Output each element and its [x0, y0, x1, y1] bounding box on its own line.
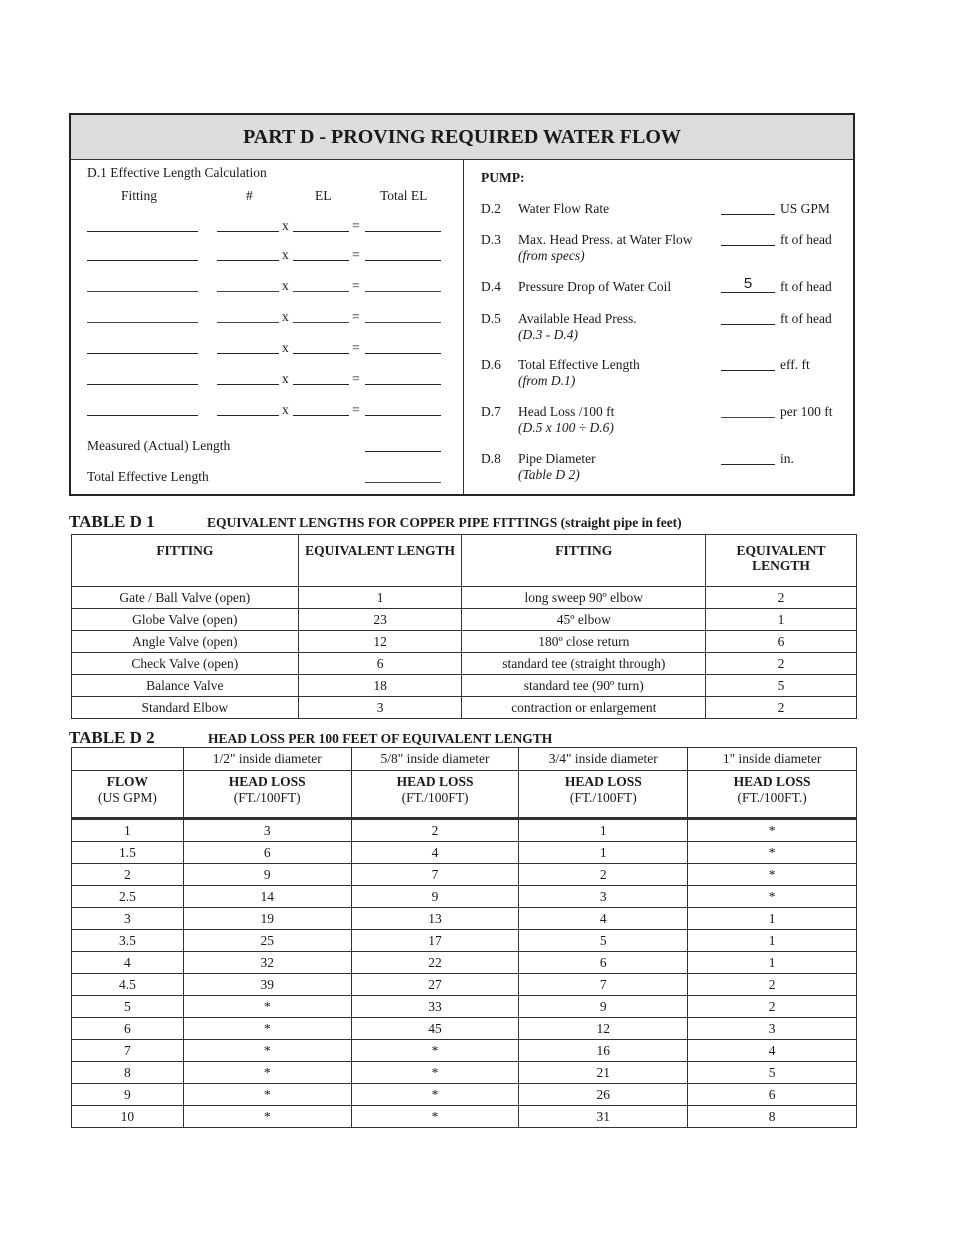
table-row — [72, 952, 857, 974]
table-cell: 16 — [519, 1040, 688, 1062]
total-effective-length-field[interactable] — [365, 482, 441, 483]
flow-header-cell — [72, 771, 184, 819]
diameter-header: 1/2" inside diameter — [183, 748, 351, 771]
headloss-header: HEAD LOSS — [228, 774, 306, 789]
headloss-unit: (FT./100FT) — [401, 790, 469, 805]
table-cell: 2 — [706, 653, 857, 675]
table-cell: 25 — [183, 930, 351, 952]
item-code: D.6 — [481, 357, 501, 372]
table-cell: 9 — [183, 864, 351, 886]
table-d2-title: TABLE D 2 — [69, 728, 155, 747]
total-el-field[interactable] — [365, 353, 441, 354]
fitting-field[interactable] — [87, 322, 198, 323]
table-cell: 2 — [519, 864, 688, 886]
item-code: D.2 — [481, 201, 501, 216]
table-cell: 1 — [706, 609, 857, 631]
table-cell: 6 — [183, 842, 351, 864]
table-cell: 5 — [688, 1062, 857, 1084]
table-cell: 12 — [298, 631, 462, 653]
item-note: (from D.1) — [518, 373, 576, 388]
item-note: (from specs) — [518, 248, 585, 263]
equals-sign: = — [352, 402, 360, 417]
total-el-field[interactable] — [365, 260, 441, 261]
total-el-field[interactable] — [365, 291, 441, 292]
table-cell: 27 — [351, 974, 519, 996]
table-cell: Globe Valve (open) — [72, 609, 299, 631]
table-cell: 10 — [72, 1106, 184, 1128]
table-header-row — [72, 771, 857, 819]
table-cell: 180º close return — [462, 631, 706, 653]
table-cell: 4.5 — [72, 974, 184, 996]
table-cell: 1 — [688, 908, 857, 930]
table-row — [72, 1106, 857, 1128]
column-header: FITTING — [462, 535, 706, 587]
table-d1-subtitle: EQUIVALENT LENGTHS FOR COPPER PIPE FITTINGS (straight pipe in feet) — [207, 515, 682, 530]
table-cell: 31 — [519, 1106, 688, 1128]
part-d-form — [69, 113, 855, 496]
item-note: (D.5 x 100 ÷ D.6) — [518, 420, 614, 435]
table-row — [72, 886, 857, 908]
table-cell: * — [183, 1062, 351, 1084]
item-value-line — [721, 214, 775, 215]
table-row — [72, 864, 857, 886]
item-value-line — [721, 324, 775, 325]
headloss-header: HEAD LOSS — [733, 774, 811, 789]
count-field[interactable] — [217, 384, 279, 385]
table-cell: 33 — [351, 996, 519, 1018]
table-cell: 2 — [688, 996, 857, 1018]
table-row — [72, 908, 857, 930]
table-cell: 13 — [351, 908, 519, 930]
table-cell: 5 — [72, 996, 184, 1018]
table-cell: 3 — [183, 819, 351, 842]
table-cell: Balance Valve — [72, 675, 299, 697]
item-note: (D.3 - D.4) — [518, 327, 578, 342]
el-field[interactable] — [293, 291, 349, 292]
table-row — [72, 587, 857, 609]
table-cell: * — [183, 1018, 351, 1040]
table-cell: * — [688, 886, 857, 908]
equals-sign: = — [352, 218, 360, 233]
count-field[interactable] — [217, 291, 279, 292]
item-note: (Table D 2) — [518, 467, 580, 482]
total-el-field[interactable] — [365, 384, 441, 385]
el-field[interactable] — [293, 415, 349, 416]
table-d1-title: TABLE D 1 — [69, 512, 155, 531]
table-cell: 2.5 — [72, 886, 184, 908]
table-cell: * — [183, 1040, 351, 1062]
table-cell: * — [688, 819, 857, 842]
table-cell: standard tee (90º turn) — [462, 675, 706, 697]
table-cell: 5 — [706, 675, 857, 697]
item-unit: ft of head — [780, 232, 832, 247]
table-cell: 6 — [519, 952, 688, 974]
item-label: Water Flow Rate — [518, 201, 610, 216]
headloss-header-cell — [183, 771, 351, 819]
times-sign: x — [282, 371, 289, 386]
item-unit: ft of head — [780, 311, 832, 326]
table-cell: Check Valve (open) — [72, 653, 299, 675]
table-header-row — [72, 535, 857, 587]
count-field[interactable] — [217, 260, 279, 261]
headloss-header: HEAD LOSS — [396, 774, 474, 789]
table-cell: 18 — [298, 675, 462, 697]
table-cell: * — [183, 1106, 351, 1128]
times-sign: x — [282, 309, 289, 324]
table-row — [72, 653, 857, 675]
headloss-header-cell — [688, 771, 857, 819]
times-sign: x — [282, 340, 289, 355]
headloss-unit: (FT./100FT) — [569, 790, 637, 805]
table-row — [72, 974, 857, 996]
table-cell: 9 — [519, 996, 688, 1018]
item-code: D.5 — [481, 311, 501, 326]
item-label: Pressure Drop of Water Coil — [518, 279, 672, 294]
item-code: D.4 — [481, 279, 501, 294]
table-cell: Gate / Ball Valve (open) — [72, 587, 299, 609]
table-row — [72, 675, 857, 697]
table-cell: standard tee (straight through) — [462, 653, 706, 675]
item-unit: per 100 ft — [780, 404, 833, 419]
headloss-header-cell — [519, 771, 688, 819]
headloss-unit: (FT./100FT.) — [737, 790, 807, 805]
table-row — [72, 609, 857, 631]
item-unit: ft of head — [780, 279, 832, 294]
table-cell: 19 — [183, 908, 351, 930]
el-field[interactable] — [293, 260, 349, 261]
table-cell: 2 — [351, 819, 519, 842]
col-total-label: Total EL — [380, 188, 428, 203]
table-cell: 39 — [183, 974, 351, 996]
table-cell: 3 — [72, 908, 184, 930]
table-cell: 6 — [72, 1018, 184, 1040]
item-code: D.3 — [481, 232, 501, 247]
item-value-line — [721, 292, 775, 293]
flow-header: FLOW — [106, 774, 149, 789]
table-cell: 3 — [519, 886, 688, 908]
table-cell: 1 — [688, 930, 857, 952]
count-field[interactable] — [217, 231, 279, 232]
item-value-line — [721, 370, 775, 371]
measured-length-label: Measured (Actual) Length — [87, 438, 231, 453]
table-cell: 6 — [688, 1084, 857, 1106]
table-cell: 12 — [519, 1018, 688, 1040]
table-cell: * — [351, 1106, 519, 1128]
column-header: EQUIVALENT LENGTH — [706, 535, 857, 587]
table-cell: 7 — [519, 974, 688, 996]
total-el-field[interactable] — [365, 231, 441, 232]
col-number-label: # — [246, 188, 253, 203]
table-row — [72, 631, 857, 653]
part-d-title: PART D - PROVING REQUIRED WATER FLOW — [71, 115, 853, 160]
table-cell: 1 — [519, 842, 688, 864]
fitting-field[interactable] — [87, 260, 198, 261]
item-unit: US GPM — [780, 201, 830, 216]
measured-length-field[interactable] — [365, 451, 441, 452]
table-cell: 4 — [351, 842, 519, 864]
table-cell: 45 — [351, 1018, 519, 1040]
table-cell: 3 — [688, 1018, 857, 1040]
item-value-line — [721, 417, 775, 418]
table-cell: 2 — [688, 974, 857, 996]
table-cell: * — [688, 864, 857, 886]
table-row — [72, 697, 857, 719]
total-el-field[interactable] — [365, 322, 441, 323]
table-cell: 4 — [72, 952, 184, 974]
table-cell: 22 — [351, 952, 519, 974]
table-row — [72, 819, 857, 842]
item-label: Total Effective Length — [518, 357, 640, 372]
table-cell: * — [183, 1084, 351, 1106]
table-cell: 8 — [72, 1062, 184, 1084]
column-header: EQUIVALENT LENGTH — [298, 535, 462, 587]
diameter-row — [72, 748, 857, 771]
count-field[interactable] — [217, 415, 279, 416]
total-el-field[interactable] — [365, 415, 441, 416]
table-cell: 1.5 — [72, 842, 184, 864]
pump-heading: PUMP: — [481, 170, 525, 185]
table-row — [72, 842, 857, 864]
column-header: FITTING — [72, 535, 299, 587]
table-cell: * — [183, 996, 351, 1018]
item-label: Head Loss /100 ft — [518, 404, 615, 419]
table-cell: 7 — [351, 864, 519, 886]
item-label: Pipe Diameter — [518, 451, 596, 466]
el-field[interactable] — [293, 322, 349, 323]
table-cell: 9 — [72, 1084, 184, 1106]
count-field[interactable] — [217, 353, 279, 354]
table-cell: 1 — [298, 587, 462, 609]
diameter-header: 3/4" inside diameter — [519, 748, 688, 771]
table-cell: 7 — [72, 1040, 184, 1062]
item-value[interactable]: 5 — [743, 275, 753, 292]
table-cell: 9 — [351, 886, 519, 908]
table-cell: 2 — [706, 587, 857, 609]
diameter-header: 5/8" inside diameter — [351, 748, 519, 771]
item-unit: in. — [780, 451, 794, 466]
table-cell: 2 — [706, 697, 857, 719]
table-cell: 14 — [183, 886, 351, 908]
table-cell: 6 — [706, 631, 857, 653]
table-cell: 23 — [298, 609, 462, 631]
d1-heading: D.1 Effective Length Calculation — [87, 165, 267, 180]
diameter-header: 1" inside diameter — [688, 748, 857, 771]
count-field[interactable] — [217, 322, 279, 323]
table-cell: 3.5 — [72, 930, 184, 952]
table-cell: 1 — [519, 819, 688, 842]
headloss-header: HEAD LOSS — [564, 774, 642, 789]
table-row — [72, 1084, 857, 1106]
table-row — [72, 996, 857, 1018]
el-field[interactable] — [293, 353, 349, 354]
equals-sign: = — [352, 309, 360, 324]
table-cell: 1 — [688, 952, 857, 974]
empty-cell — [72, 748, 184, 771]
table-row — [72, 1062, 857, 1084]
table-cell: 32 — [183, 952, 351, 974]
fitting-field[interactable] — [87, 231, 198, 232]
column-divider — [463, 160, 464, 494]
table-cell: 26 — [519, 1084, 688, 1106]
table-cell: 45º elbow — [462, 609, 706, 631]
headloss-unit: (FT./100FT) — [233, 790, 301, 805]
col-el-label: EL — [315, 188, 332, 203]
times-sign: x — [282, 278, 289, 293]
table-d2 — [71, 747, 857, 1128]
col-fitting-label: Fitting — [121, 188, 158, 203]
table-cell: * — [351, 1062, 519, 1084]
table-cell: 2 — [72, 864, 184, 886]
fitting-field[interactable] — [87, 415, 198, 416]
equals-sign: = — [352, 371, 360, 386]
table-row — [72, 1018, 857, 1040]
equals-sign: = — [352, 278, 360, 293]
table-cell: 3 — [298, 697, 462, 719]
table-cell: Angle Valve (open) — [72, 631, 299, 653]
headloss-header-cell — [351, 771, 519, 819]
table-cell: 5 — [519, 930, 688, 952]
item-value-line — [721, 464, 775, 465]
item-label: Max. Head Press. at Water Flow — [518, 232, 693, 247]
table-d1 — [71, 534, 857, 719]
table-cell: Standard Elbow — [72, 697, 299, 719]
table-cell: long sweep 90º elbow — [462, 587, 706, 609]
times-sign: x — [282, 247, 289, 262]
table-row — [72, 930, 857, 952]
el-field[interactable] — [293, 384, 349, 385]
equals-sign: = — [352, 340, 360, 355]
table-cell: * — [688, 842, 857, 864]
table-cell: 4 — [688, 1040, 857, 1062]
table-cell: 8 — [688, 1106, 857, 1128]
el-field[interactable] — [293, 231, 349, 232]
table-cell: 6 — [298, 653, 462, 675]
table-cell: 1 — [72, 819, 184, 842]
fitting-field[interactable] — [87, 291, 198, 292]
item-code: D.7 — [481, 404, 501, 419]
item-unit: eff. ft — [780, 357, 810, 372]
table-cell: * — [351, 1040, 519, 1062]
item-value-line — [721, 245, 775, 246]
fitting-field[interactable] — [87, 384, 198, 385]
equals-sign: = — [352, 247, 360, 262]
item-code: D.8 — [481, 451, 501, 466]
table-cell: contraction or enlargement — [462, 697, 706, 719]
times-sign: x — [282, 218, 289, 233]
table-cell: 17 — [351, 930, 519, 952]
table-cell: 4 — [519, 908, 688, 930]
table-cell: 21 — [519, 1062, 688, 1084]
times-sign: x — [282, 402, 289, 417]
table-d2-subtitle: HEAD LOSS PER 100 FEET OF EQUIVALENT LENGTH — [208, 731, 553, 746]
fitting-field[interactable] — [87, 353, 198, 354]
flow-unit: (US GPM) — [97, 790, 157, 805]
total-effective-length-label: Total Effective Length — [87, 469, 209, 484]
table-cell: * — [351, 1084, 519, 1106]
table-row — [72, 1040, 857, 1062]
item-label: Available Head Press. — [518, 311, 637, 326]
